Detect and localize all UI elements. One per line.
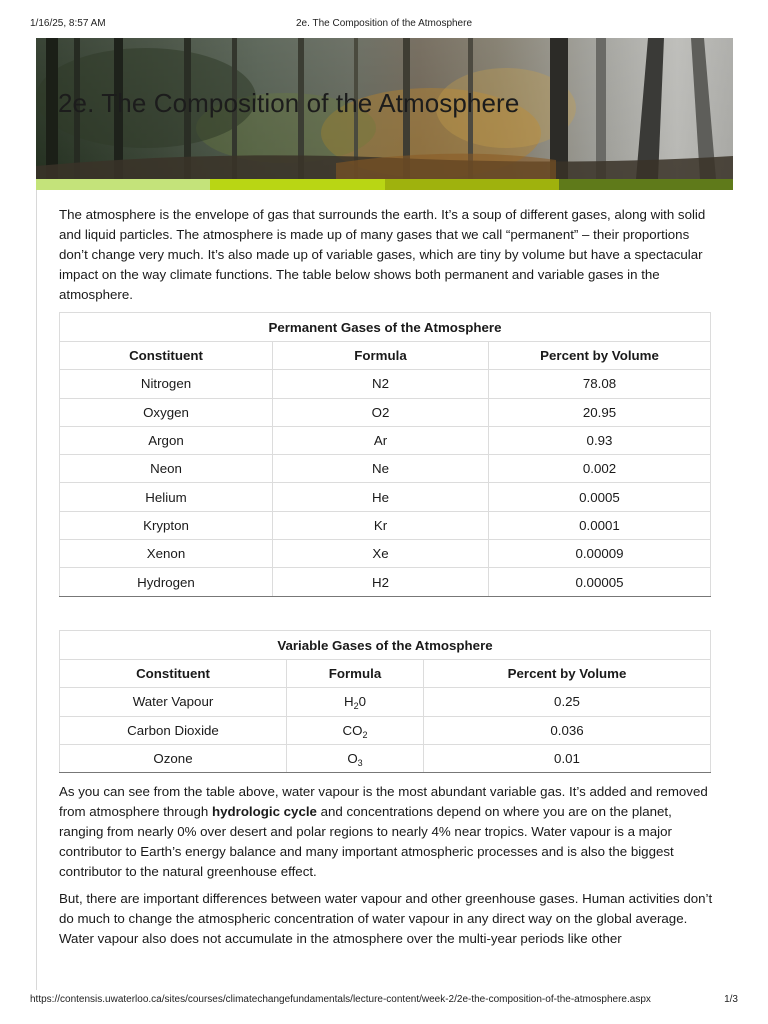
page-banner: [36, 38, 733, 179]
constituent-cell: Helium: [60, 483, 273, 511]
table-caption: Variable Gases of the Atmosphere: [60, 631, 711, 660]
constituent-cell: Ozone: [60, 744, 287, 772]
percent-cell: 0.036: [424, 716, 711, 744]
formula-cell: [287, 716, 424, 744]
paragraph-text: As you can see from the table above, water vapour is the most abundant variable gas. It’s added and removed from atmosphere through: [59, 784, 708, 819]
formula-cell: [287, 688, 424, 716]
table-row: [60, 370, 711, 398]
formula-tail: 0: [358, 694, 367, 710]
print-url: https://contensis.uwaterloo.ca/sites/courses/climatechangefundamentals/lecture-content/week-2/2e-the-composition-of-the-atmosphere.aspx: [30, 994, 651, 1005]
constituent-cell: Nitrogen: [60, 370, 273, 398]
table-header-row: [60, 660, 711, 688]
percent-cell: 0.00009: [489, 540, 711, 568]
constituent-cell: Neon: [60, 455, 273, 483]
water-vapour-paragraph: [59, 782, 713, 882]
percent-cell: 0.0005: [489, 483, 711, 511]
differences-paragraph: But, there are important differences between water vapour and other greenhouse gases. Human activities don’t do much to change the atmospheric concentration of water vapour in any direct way on the global average. Water vapour also does not accumulate in the atmosphere over the multi-year periods like other: [59, 891, 713, 946]
page-title: 2e. The Composition of the Atmosphere: [58, 88, 520, 118]
column-header: Formula: [273, 342, 489, 370]
column-header: Formula: [287, 660, 424, 688]
constituent-cell: Water Vapour: [60, 688, 287, 716]
formula-cell: N2: [273, 370, 489, 398]
column-header: Percent by Volume: [489, 342, 711, 370]
table-row: [60, 455, 711, 483]
print-datetime: 1/16/25, 8:57 AM: [30, 18, 106, 29]
percent-cell: 0.00005: [489, 568, 711, 596]
column-header: Constituent: [60, 660, 287, 688]
constituent-cell: Argon: [60, 426, 273, 454]
formula-cell: [287, 744, 424, 772]
formula-base: CO: [342, 722, 363, 738]
formula-cell: O2: [273, 398, 489, 426]
formula-cell: H2: [273, 568, 489, 596]
constituent-cell: Oxygen: [60, 398, 273, 426]
table-header-row: [60, 342, 711, 370]
content-left-rule: [36, 190, 37, 990]
table-row: [60, 511, 711, 539]
table-row: [60, 688, 711, 716]
percent-cell: 78.08: [489, 370, 711, 398]
table-row: [60, 426, 711, 454]
formula-subscript: 2: [353, 701, 359, 712]
constituent-cell: Xenon: [60, 540, 273, 568]
formula-cell: Ar: [273, 426, 489, 454]
print-footer: [30, 994, 738, 1008]
table-caption: Permanent Gases of the Atmosphere: [60, 313, 711, 342]
table-row: [60, 540, 711, 568]
page-number: 1/3: [724, 994, 738, 1005]
percent-cell: 0.002: [489, 455, 711, 483]
color-stripe-2: [210, 179, 385, 190]
column-header: Constituent: [60, 342, 273, 370]
constituent-cell: Hydrogen: [60, 568, 273, 596]
constituent-cell: Krypton: [60, 511, 273, 539]
table-row: [60, 398, 711, 426]
formula-cell: Kr: [273, 511, 489, 539]
table-row: [60, 483, 711, 511]
color-stripe-3: [385, 179, 559, 190]
formula-cell: Ne: [273, 455, 489, 483]
intro-paragraph: The atmosphere is the envelope of gas that surrounds the earth. It’s a soup of different gases, along with solid and liquid particles. The atmosphere is made up of many gases that we call “permanent” – their proportions don’t change very much. It’s also made up of variable gases, which are tiny by volume but have a spectacular impact on the way climate functions. The table below shows both permanent and variable gases in the atmosphere.: [59, 207, 706, 302]
hydrologic-cycle-term: hydrologic cycle: [212, 804, 317, 819]
print-header: [30, 18, 738, 32]
paragraph-text: and concentrations depend on where you are on the planet, ranging from nearly 0% over desert and polar regions to nearly 4% near tropics. Water vapour is a major contributor to Earth’s energy balance and many important atmospheric processes and is also the biggest contributor to the natural greenhouse effect.: [59, 804, 674, 879]
percent-cell: 0.0001: [489, 511, 711, 539]
column-header: Percent by Volume: [424, 660, 711, 688]
variable-gases-table: [59, 630, 711, 773]
formula-cell: He: [273, 483, 489, 511]
print-doc-title: 2e. The Composition of the Atmosphere: [295, 18, 473, 29]
formula-base: O: [347, 751, 358, 767]
percent-cell: 0.01: [424, 744, 711, 772]
percent-cell: 0.93: [489, 426, 711, 454]
color-stripe-4: [559, 179, 733, 190]
table-row: [60, 568, 711, 596]
constituent-cell: Carbon Dioxide: [60, 716, 287, 744]
formula-subscript: 3: [357, 758, 363, 769]
table-row: [60, 744, 711, 772]
percent-cell: 0.25: [424, 688, 711, 716]
formula-subscript: 2: [362, 729, 368, 740]
formula-cell: Xe: [273, 540, 489, 568]
color-stripe-1: [36, 179, 210, 190]
table-row: [60, 716, 711, 744]
percent-cell: 20.95: [489, 398, 711, 426]
permanent-gases-table: [59, 312, 711, 597]
formula-base: H: [343, 694, 354, 710]
